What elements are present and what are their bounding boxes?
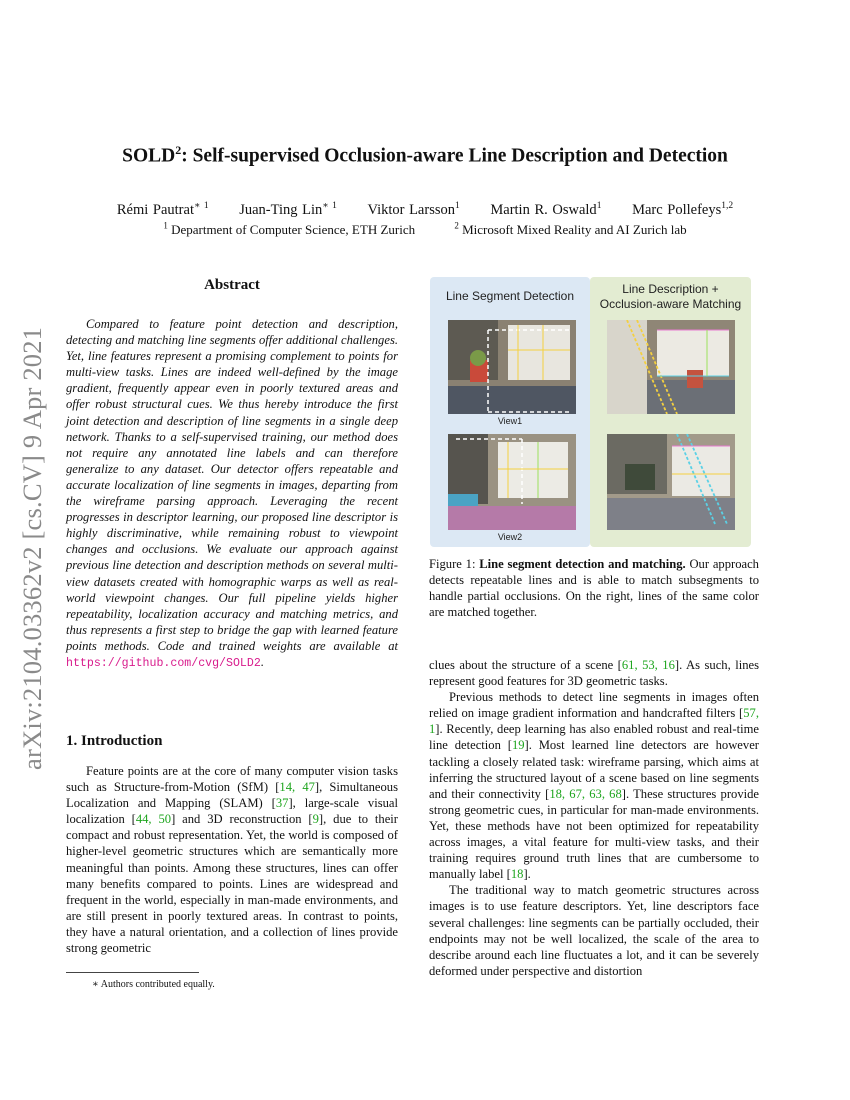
citation-link[interactable]: 57, 1	[429, 706, 759, 737]
intro-paragraph: Feature points are at the core of many computer vision tasks such as Structure-from-Motion (SfM) [14, 47], Simultaneous Localization and Mapping (SLAM) [37], large-scale visual localization [44, 50] and 3D reconstruction [9], due to their compact and robust representation. Yet, the world is composed of higher-level geometric structures which are semantically more meaningful than points. Among these structures, lines can offer many benefits compared to points. Lines are widespread and frequent in the world, especially in man-made environments, and are still present in poorly textured areas. In contrast to points, they have a natural orientation, and a collection of lines provide strong geometric	[66, 764, 398, 956]
section-heading-introduction: 1. Introduction	[66, 733, 163, 749]
citation-link[interactable]: 14, 47	[279, 780, 315, 795]
paragraph: The traditional way to match geometric structures across images is to use feature descriptors. Yet, line descriptors face several challenges: line segments can be partially occluded, their endpoints may not be well localized, the scale of the area to describe around each line fluctuates a lot, and it can be severely deformed under perspective and distortion	[429, 883, 759, 978]
author: Juan-Ting Lin$^{∗ 1}$	[239, 201, 337, 218]
label-view2: View2	[497, 532, 523, 542]
paragraph: Previous methods to detect line segments in images often relied on image gradient information and handcrafted filters [57, 1]. Recently, deep learning has also enabled robust and real-time line detection [19]. Most learned line detectors are however tackling a closely related task: wireframe parsing, which aims at inferring the structured layout of a scene based on line segments and their connectivity [18, 67, 63, 68]. These structures provide strong geometric cues, in particular for man-made environments. Yet, these methods have not been optimized for repeatability across images, a vital feature for multi-view tasks, and their training requires ground truth lines that are cumbersome to manually label [18].	[429, 690, 759, 882]
paragraph: clues about the structure of a scene [61, 53, 16]. As such, lines represent good features for 3D geometric tasks.	[429, 658, 759, 689]
title-superscript: 2	[175, 143, 182, 157]
citation-link[interactable]: 18	[510, 867, 524, 882]
label-view1: View1	[497, 416, 523, 426]
arxiv-identifier: arXiv:2104.03362v2 [cs.CV] 9 Apr 2021	[17, 326, 47, 770]
author-list	[0, 200, 850, 219]
citation-link[interactable]: 19	[511, 738, 525, 753]
figure-1-caption: Figure 1: Line segment detection and matching. Our approach detects repeatable lines and is able to match subsegments to handle partial occlusions. On the right, lines of the same color are matched together.	[429, 557, 759, 620]
title-rest: : Self-supervised Occlusion-aware Line Description and Detection	[181, 145, 728, 167]
affiliations	[0, 221, 850, 238]
introduction-body	[66, 763, 398, 956]
citation-link[interactable]: 61, 53, 16	[621, 658, 675, 672]
citation-link[interactable]: 37	[275, 796, 289, 811]
paper-title	[0, 143, 850, 168]
figure-1	[430, 277, 751, 547]
affiliation: $^1$ Department of Computer Science, ETH Zurich	[163, 221, 416, 238]
footnote: ∗ Authors contributed equally.	[92, 979, 215, 990]
author: Viktor Larsson$^1$	[367, 201, 460, 218]
affiliation: $^2$ Microsoft Mixed Reality and AI Zurich lab	[454, 221, 687, 238]
author: Marc Pollefeys$^{1,2}$	[632, 201, 734, 218]
photo-view2-detection	[448, 434, 576, 530]
figure-title-matching: Line Description + Occlusion-aware Matching	[599, 282, 742, 311]
right-column-text	[429, 657, 759, 979]
photo-view1-detection	[448, 320, 576, 414]
abstract-text: Compared to feature point detection and description, detecting and matching line segments offer additional challenges. Yet, line features represent a promising complement to points for multi-view tasks. Lines are indeed well-defined by the image gradient, frequently appear even in poorly textured areas and offer robust structural cues. We thus hereby introduce the first joint detection and description of line segments in a single deep network. Thanks to a self-supervised training, our method does not require any annotated line labels and can therefore generalize to any dataset. Our detector offers repeatable and accurate localization of line segments in images, departing from the wireframe parsing approach. Leveraging the recent progresses in descriptor learning, our proposed line descriptor is highly discriminative, while remaining robust to viewpoint changes and occlusions. We evaluate our approach against previous line detection and description methods on several multi-view datasets created with homographic warps as well as real-world viewpoint changes. Our full pipeline yields higher repeatability, localization accuracy and matching metrics, and thus represents a first step to bridge the gap with learned feature points methods. Code and trained weights are available at	[66, 317, 398, 653]
abstract-body: Compared to feature point detection and description, detecting and matching line segments offer additional challenges. Yet, line features represent a promising complement to points for multi-view tasks. Lines are indeed well-defined by the image gradient, frequently appear even in poorly textured areas and offer robust structural cues. We thus hereby introduce the first joint detection and description of line segments in a single deep network. Thanks to a self-supervised training, our method does not require any annotated line labels and can therefore generalize to any dataset. Our detector offers repeatable and accurate localization of line segments in images, departing from the wireframe parsing approach. Leveraging the recent progresses in descriptor learning, our proposed line descriptor is highly discriminative, while remaining robust to viewpoint changes and occlusions. We evaluate our approach against previous line detection and description methods on several multi-view datasets created with homographic warps as well as real-world viewpoint changes. Our full pipeline yields higher repeatability, localization accuracy and matching metrics, and thus represents a first step to bridge the gap with learned feature points methods. Code and trained weights are available at https://github.com/cvg/SOLD2.	[66, 317, 398, 670]
citation-link[interactable]: 44, 50	[135, 812, 172, 827]
author: Rémi Pautrat$^{∗ 1}$	[116, 201, 209, 218]
figure-title-detection: Line Segment Detection	[445, 289, 575, 303]
footnote-rule	[66, 972, 199, 973]
citation-link[interactable]: 9	[312, 812, 319, 827]
author: Martin R. Oswald$^1$	[490, 201, 602, 218]
title-main: SOLD	[122, 145, 176, 167]
photo-view2-matching	[607, 434, 735, 530]
abstract-heading: Abstract	[204, 277, 260, 293]
photo-view1-matching	[607, 320, 735, 414]
code-url-link[interactable]: https://github.com/cvg/SOLD2	[66, 656, 261, 670]
citation-link[interactable]: 18, 67, 63, 68	[549, 786, 622, 801]
